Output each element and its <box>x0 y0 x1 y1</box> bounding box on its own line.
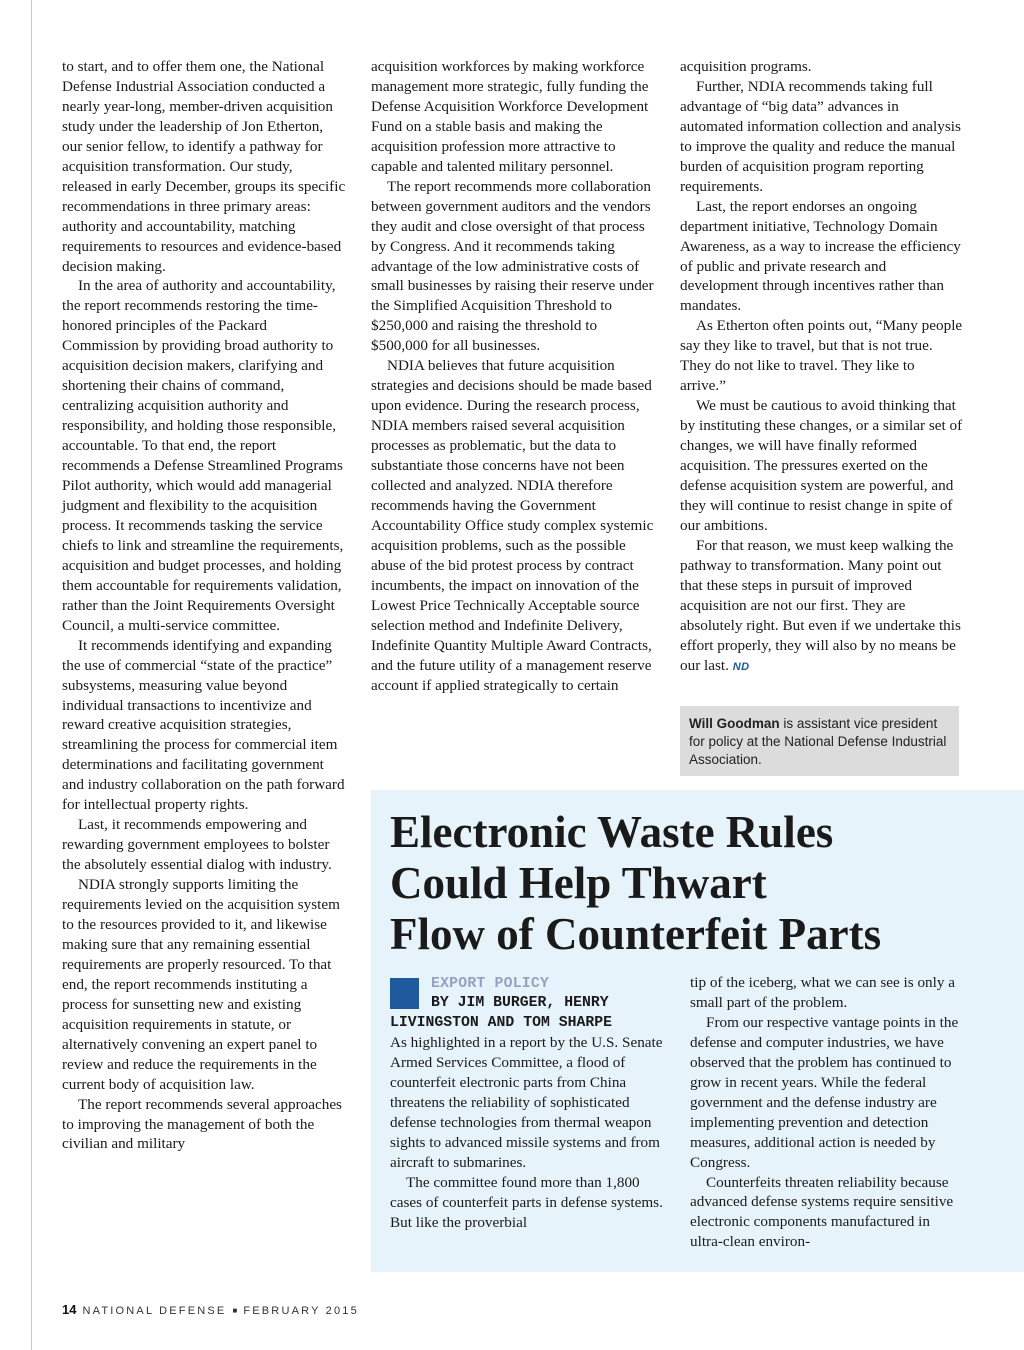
headline-line: Could Help Thwart <box>390 858 767 908</box>
author-name: Will Goodman <box>689 716 780 731</box>
page-number: 14 <box>62 1302 77 1317</box>
paragraph: We must be cautious to avoid thinking that by instituting these changes, or a similar set of changes, we will have finally reformed acquisition. The pressures exerted on the defense acquisition system are powerful, and they will continue to resist change in spite of our ambitions. <box>680 397 963 534</box>
paragraph: tip of the iceberg, what we can see is only a small part of the problem. <box>690 974 955 1011</box>
author-bio-text: is assistant vice president for policy at the National Defense Industrial Association. <box>689 716 947 767</box>
issue-date: FEBRUARY 2015 <box>243 1305 359 1317</box>
paragraph: The report recommends more collaboration between government auditors and the vendors they audit and close oversight of that process by Congress. And it recommends taking advantage of the low administrative costs of small businesses by raising their reserve under the Simplified Acquisition Threshold to $250,000 and raising the threshold to $500,000 for all businesses. <box>371 177 654 355</box>
author-bio-box <box>680 706 959 776</box>
paragraph: The report recommends several approaches to improving the management of both the civilian and military <box>62 1095 342 1153</box>
article2-column-1 <box>390 1033 666 1233</box>
article-column-3 <box>680 57 964 678</box>
article-column-1 <box>62 57 346 1154</box>
section-kicker: EXPORT POLICY <box>431 976 550 992</box>
paragraph: In the area of authority and accountability, the report recommends restoring the time-honored principles of the Packard Commission by providing broad authority to acquisition decision makers, clarifying and shortening their chains of command, centralizing acquisition authority and responsibility, and holding those responsible, accountable. To that end, the report recommends a Defense Streamlined Programs Pilot authority, which would add managerial judgment and flexibility to the acquisition process. It recommends tasking the service chiefs to link and streamline the requirements, acquisition and budget processes, and holding them accountable for requirements validation, rather than the Joint Requirements Oversight Council, a multi-service committee. <box>62 277 344 634</box>
paragraph-text: For that reason, we must keep walking the pathway to transformation. Many point out that these steps in pursuit of improved acquisition are not our first. They are absolutely right. But even if we undertake this effort properly, they will also by no means be our last. <box>680 536 961 674</box>
paragraph: acquisition programs. <box>680 58 812 75</box>
paragraph: The committee found more than 1,800 cases of counterfeit parts in defense systems. But like the proverbial <box>390 1173 663 1231</box>
publication-name: NATIONAL DEFENSE <box>82 1305 227 1317</box>
headline-line: Flow of Counterfeit Parts <box>390 909 882 959</box>
paragraph: As highlighted in a report by the U.S. Senate Armed Services Committee, a flood of counterfeit electronic parts from China threatens the reliability of sophisticated defense technologies from thermal weapon sights to advanced missile systems and from aircraft to submarines. <box>390 1034 663 1171</box>
paragraph: As Etherton often points out, “Many people say they like to travel, but that is not true. They do not like to travel. They like to arrive.” <box>680 317 963 395</box>
section-square-icon <box>390 978 419 1009</box>
article-headline <box>390 807 1010 960</box>
byline: LIVINGSTON AND TOM SHARPE <box>390 1015 612 1031</box>
end-mark-logo: ND <box>732 660 750 673</box>
paragraph: NDIA strongly supports limiting the requirements levied on the acquisition system to the resources provided to it, and likewise making sure that any remaining essential requirements are properly resourced. To that end, the report recommends instituting a process for sunsetting new and existing acquisition requirements in statute, or alternatively convening an expert panel to review and reduce the requirements in the current body of acquisition law. <box>62 876 340 1093</box>
paragraph <box>680 536 964 678</box>
byline: BY JIM BURGER, HENRY <box>431 995 609 1011</box>
paragraph: acquisition workforces by making workforce management more strategic, fully funding the Defense Acquisition Workforce Development Fund on a stable basis and making the acquisition profession more attractive to capable and talented military personnel. <box>371 58 649 175</box>
paragraph: From our respective vantage points in the defense and computer industries, we have observed that the problem has continued to grow in recent years. While the federal government and the defense industry are implementing prevention and detection measures, additional action is needed by Congress. <box>690 1013 959 1171</box>
page-margin-rule <box>31 0 32 1350</box>
article-column-2 <box>371 57 655 696</box>
paragraph: NDIA believes that future acquisition strategies and decisions should be made based upon evidence. During the research process, NDIA members raised several acquisition processes as problematic, but the data to substantiate those concerns have not been collected and analyzed. NDIA therefore recommends having the Government Accountability Office study complex systemic acquisition problems, such as the possible abuse of the bid protest process by contract incumbents, the impact on innovation of the Lowest Price Technically Acceptable source selection method and Indefinite Delivery, Indefinite Quantity Multiple Award Contracts, and the future utility of a management reserve account if applied strategically to certain <box>371 357 654 694</box>
paragraph: Last, the report endorses an ongoing department initiative, Technology Domain Awareness, as a way to increase the efficiency of public and private research and development through incentives rather than mandates. <box>680 197 961 315</box>
paragraph: Last, it recommends empowering and rewarding government employees to bolster the absolutely essential dialog with industry. <box>62 816 332 874</box>
article2-column-2 <box>690 973 966 1252</box>
paragraph: Further, NDIA recommends taking full advantage of “big data” advances in automated information collection and analysis to improve the quality and reduce the manual burden of acquisition program reporting requirements. <box>680 77 961 195</box>
separator-square-icon: ■ <box>232 1306 238 1315</box>
paragraph: to start, and to offer them one, the National Defense Industrial Association conducted a nearly year-long, member-driven acquisition study under the leadership of Jon Etherton, our senior fellow, to identify a pathway for acquisition transformation. Our study, released in early December, groups its specific recommendations in three primary areas: authority and accountability, matching requirements to resources and evidence-based decision making. <box>62 58 346 275</box>
headline-line: Electronic Waste Rules <box>390 807 834 857</box>
page-footer <box>62 1302 359 1317</box>
paragraph: It recommends identifying and expanding the use of commercial “state of the practice” subsystems, measuring value beyond individual transactions to incentivize and reward creative acquisition strategies, streamlining the process for commercial item determinations and facilitating government and industry collaboration on the path forward for intellectual property rights. <box>62 636 345 814</box>
second-article-panel <box>371 790 1024 1272</box>
paragraph: Counterfeits threaten reliability because advanced defense systems require sensitive electronic components manufactured in ultra-clean environ- <box>690 1173 954 1251</box>
